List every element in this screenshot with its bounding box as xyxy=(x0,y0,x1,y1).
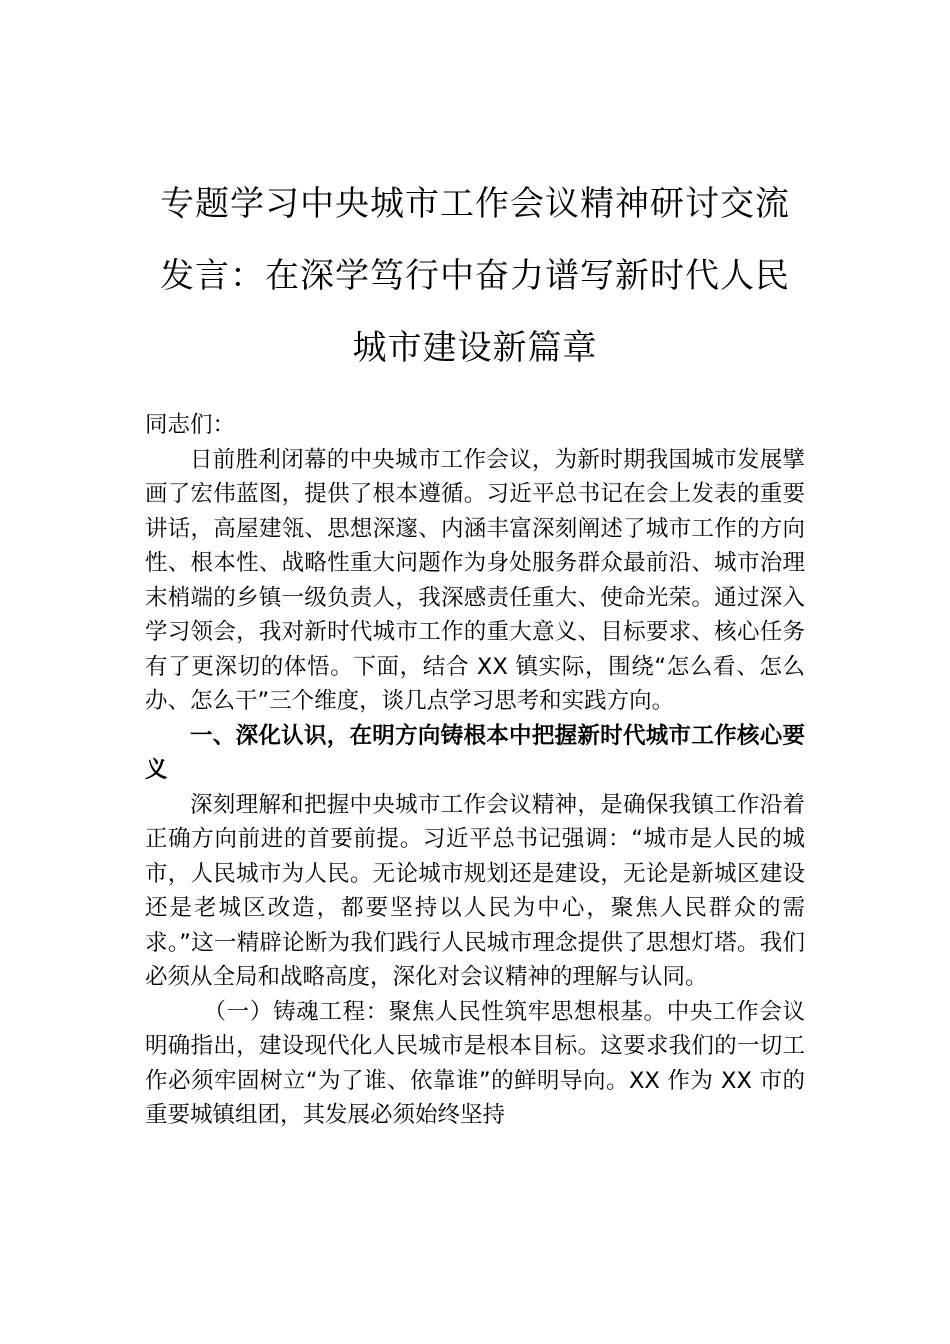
title-line: 发言：在深学笃行中奋力谱写新时代人民 xyxy=(160,256,790,296)
section-heading: 一、深化认识，在明方向铸根本中把握新时代城市工作核心要义 xyxy=(145,722,805,783)
body-paragraph: 深刻理解和把握中央城市工作会议精神，是确保我镇工作沿着正确方向前进的首要前提。习近平总书记强调：“城市是人民的城市，人民城市为人民。无论城市规划还是建设，无论是新城区建设还是老城区改造，都要坚持以人民为中心，聚焦人民群众的需求。”这一精辟论断为我们践行人民城市理念提供了思想灯塔。我们必须从全局和战略高度，深化对会议精神的理解与认同。 xyxy=(145,791,805,990)
title-line: 城市建设新篇章 xyxy=(352,328,598,368)
document-title xyxy=(145,168,805,384)
intro-paragraph: 日前胜利闭幕的中央城市工作会议，为新时期我国城市发展擘画了宏伟蓝图，提供了根本遵循。习近平总书记在会上发表的重要讲话，高屋建瓴、思想深邃、内涵丰富深刻阐述了城市工作的方向性、根本性、战略性重大问题作为身处服务群众最前沿、城市治理末梢端的乡镇一级负责人，我深感责任重大、使命光荣。通过深入学习领会，我对新时代城市工作的重大意义、目标要求、核心任务有了更深切的体悟。下面，结合 XX 镇实际，围绕“怎么看、怎么办、怎么干”三个维度，谈几点学习思考和实践方向。 xyxy=(145,446,805,714)
title-line: 专题学习中央城市工作会议精神研讨交流 xyxy=(160,184,790,224)
salutation: 同志们： xyxy=(145,412,236,438)
document-body xyxy=(145,408,805,1133)
subsection-paragraph: （一）铸魂工程：聚焦人民性筑牢思想根基。中央工作会议明确指出，建设现代化人民城市是根本目标。这要求我们的一切工作必须牢固树立“为了谁、依靠谁”的鲜明导向。XX 作为 XX 市的重要城镇组团，其发展必须始终坚持 xyxy=(145,998,805,1128)
